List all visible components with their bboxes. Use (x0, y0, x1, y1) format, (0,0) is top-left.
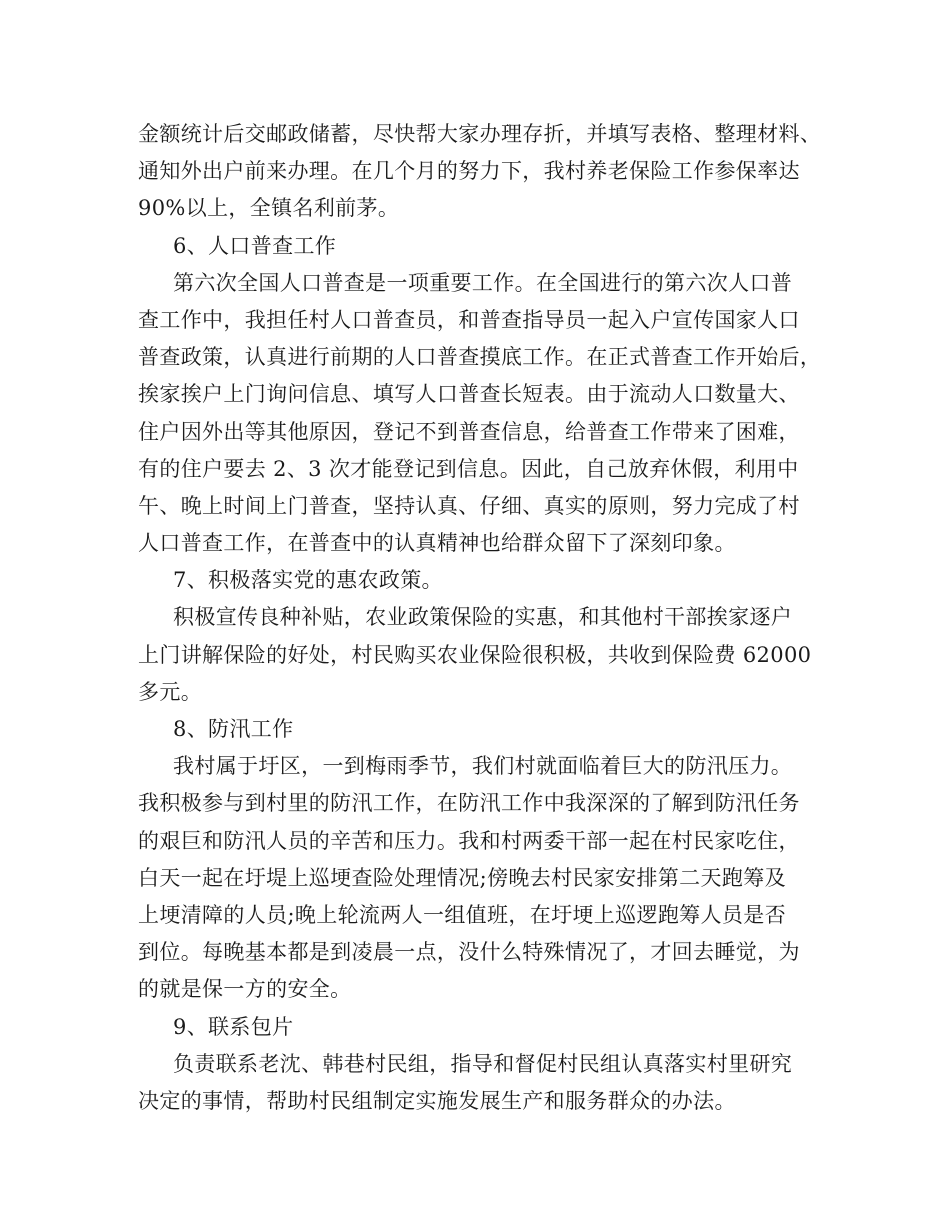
text-line: 90%以上，全镇名利前茅。 (138, 196, 400, 221)
text-line: 决定的事情，帮助村民组制定实施发展生产和服务群众的办法。 (138, 1088, 736, 1113)
text-line: 通知外出户前来办理。在几个月的努力下，我村养老保险工作参保率达 (138, 159, 800, 184)
text-line: 上埂清障的人员;晚上轮流两人一组值班，在圩埂上巡逻跑筹人员是否 (138, 902, 786, 927)
text-line: 住户因外出等其他原因，登记不到普查信息，给普查工作带来了困难， (138, 419, 800, 444)
text-line: 多元。 (138, 679, 203, 704)
text-line: 积极宣传良种补贴，农业政策保险的实惠，和其他村干部挨家逐户 (173, 605, 793, 630)
text-line: 的艰巨和防汛人员的辛苦和压力。我和村两委干部一起在村民家吃住， (138, 828, 800, 853)
section-heading: 9、联系包片 (173, 1014, 294, 1039)
text-line: 金额统计后交邮政储蓄，尽快帮大家办理存折，并填写表格、整理材料、 (138, 122, 822, 146)
text-line: 负责联系老沈、韩巷村民组，指导和督促村民组认真落实村里研究 (173, 1051, 793, 1076)
text-line: 到位。每晚基本都是到凌晨一点，没什么特殊情况了，才回去睡觉，为 (138, 940, 800, 965)
document-body (138, 116, 838, 1120)
text-line: 普查政策，认真进行前期的人口普查摸底工作。在正式普查工作开始后， (138, 345, 822, 370)
text-line: 午、晚上时间上门普查，坚持认真、仔细、真实的原则，努力完成了村 (138, 493, 800, 518)
text-line: 我积极参与到村里的防汛工作，在防汛工作中我深深的了解到防汛任务 (138, 791, 800, 816)
section-heading: 6、人口普查工作 (173, 233, 337, 258)
text-line: 白天一起在圩堤上巡埂查险处理情况;傍晚去村民家安排第二天跑筹及 (138, 865, 786, 890)
text-line: 人口普查工作，在普查中的认真精神也给群众留下了深刻印象。 (138, 531, 736, 556)
text-line: 上门讲解保险的好处，村民购买农业保险很积极，共收到保险费 62000 (138, 642, 812, 667)
text-line: 挨家挨户上门询问信息、填写人口普查长短表。由于流动人口数量大、 (138, 382, 800, 407)
text-line: 的就是保一方的安全。 (138, 977, 352, 1002)
text-line: 有的住户要去 2、3 次才能登记到信息。因此，自己放弃休假，利用中 (138, 456, 799, 481)
section-heading: 8、防汛工作 (173, 717, 294, 741)
section-heading: 7、积极落实党的惠农政策。 (173, 568, 443, 593)
text-line: 查工作中，我担任村人口普查员，和普查指导员一起入户宣传国家人口 (138, 307, 800, 332)
text-line: 第六次全国人口普查是一项重要工作。在全国进行的第六次人口普 (173, 270, 793, 295)
text-line: 我村属于圩区，一到梅雨季节，我们村就面临着巨大的防汛压力。 (173, 754, 793, 779)
